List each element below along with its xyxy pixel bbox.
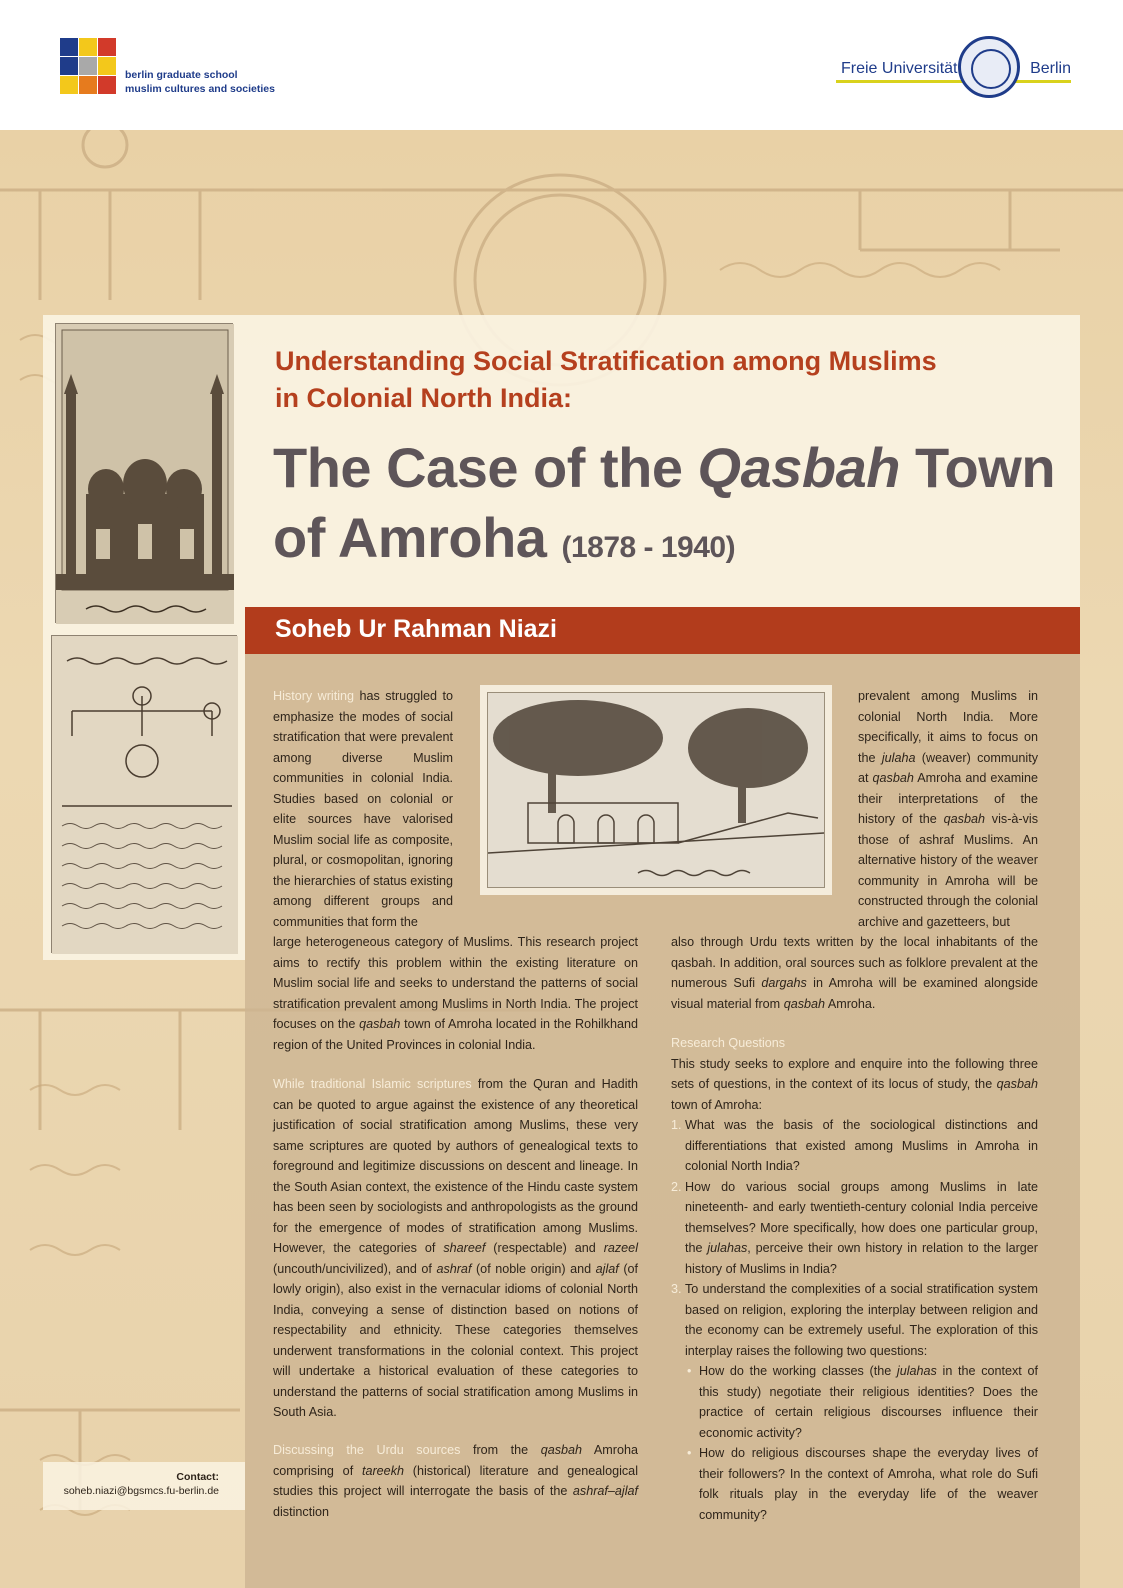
julaha-paragraph-top: prevalent among Muslims in colonial North India. More specifically, it aims to focus on the julaha (weaver) community at qasbah Amroha and examine their interpretations of the history of the qasbah vis-à-vis those of ashraf Muslims. An alternative history of the weaver community in Amroha will be constructed through the colonial archive and gazetteers, but <box>858 689 1038 929</box>
title-panel <box>245 315 1080 607</box>
question-3-bullet-2: • How do religious discourses shape the everyday lives of their followers? In the context of Amroha, what role do Sufi folk rituals play in the everyday life of the weaver community? <box>685 1443 1038 1525</box>
bgs-line-1: berlin graduate school <box>125 69 238 81</box>
research-questions-section <box>671 1033 1038 1525</box>
title-line-2: of Amroha (1878 - 1940) <box>273 506 736 569</box>
lead-islamic-scriptures: While traditional Islamic scriptures <box>273 1077 472 1091</box>
title-line-1: The Case of the Qasbah Town <box>273 436 1056 499</box>
intro-paragraph-bottom: large heterogeneous category of Muslims. This research project aims to rectify this problem within the existing literature on Muslim social life and seeks to understand the patterns of social stratification prevalent among Muslims in North India. The project focuses on the qasbah town of Amroha located in the Rohilkhand region of the United Provinces in colonial India. <box>273 935 638 1052</box>
intro-paragraph-top: History writing has struggled to emphasize the modes of social stratification that were prevalent among diverse Muslim communities in colonial India. Studies based on colonial or elite sources have valorised Muslim social life as composite, plural, or cosmopolitan, ignoring the hierarchies of status existing among different groups and communities that form the <box>273 689 453 929</box>
research-questions-heading: Research Questions <box>671 1036 786 1050</box>
bgs-line-2: muslim cultures and societies <box>125 83 275 95</box>
research-questions-list <box>671 1115 1038 1525</box>
fu-logo-left-text: Freie Universität <box>841 60 958 77</box>
subtitle-line-1: Understanding Social Stratification among Muslims <box>275 346 937 376</box>
scriptures-paragraph: While traditional Islamic scriptures from the Quran and Hadith can be quoted to argue against the existence of any theoretical justification of social stratification among Muslims, these very same scriptures are quoted by authors of genealogical texts to foreground and legitimize discussions on descent and lineage. In the South Asian context, the existence of the Hindu caste system has been seen by sociologists and anthropologists as the ground for the emergence of modes of stratification among Muslims. However, the categories of shareef (respectable) and razeel (uncouth/uncivilized), and of ashraf (of noble origin) and ajlaf (of lowly origin), also exist in the vernacular idioms of colonial North India, conveying a sense of distinction based on notions of respectability and ethnicity. These categories themselves underwent transformations in the colonial context. This project will undertake a historical evaluation of these categories to understand the patterns of social stratification among Muslims in South Asia. <box>273 1077 639 1419</box>
fu-berlin-logo <box>836 36 1071 98</box>
dargah-image-frame <box>480 685 832 895</box>
julaha-paragraph-bottom: also through Urdu texts written by the local inhabitants of the qasbah. In addition, oral sources such as folklore prevalent at the numerous Sufi dargahs in Amroha will be examined alongside visual material from qasbah Amroha. <box>671 935 1038 1011</box>
mosque-photo <box>55 323 233 623</box>
left-image-column <box>43 315 245 960</box>
fu-logo-right-text: Berlin <box>1030 60 1071 77</box>
title-dates: (1878 - 1940) <box>561 531 736 564</box>
genealogy-tree-illustration <box>52 636 238 954</box>
contact-email: soheb.niazi@bgsmcs.fu-berlin.de <box>63 1485 219 1497</box>
poster-subtitle <box>275 343 1055 417</box>
bgs-logo-icon <box>60 38 116 94</box>
genealogy-document-photo <box>51 635 237 953</box>
contact-box <box>43 1462 245 1510</box>
poster-header <box>0 0 1123 130</box>
urdu-sources-paragraph: Discussing the Urdu sources from the qasbah Amroha comprising of tareekh (historical) literature and genealogical studies this project will interrogate the basis of the ashraf–ajlaf distinction <box>273 1443 638 1519</box>
question-3: 3. To understand the complexities of a social stratification system based on religion, exploring the interplay between religion and the economy can be extremely useful. The exploration of this interplay raises the following two questions: • How do the working classes (the julahas in the context of this study) negotiate their religious identities? Does the practice of certain religious discourses influence their economic activity? • How do religious discourses shape the everyday lives of their followers? In the context of Amroha, what role do Sufi folk rituals play in the everyday life of the weaver community? <box>671 1279 1038 1525</box>
mosque-illustration <box>56 324 234 624</box>
contact-info <box>64 1470 219 1498</box>
lead-history-writing: History writing <box>273 689 355 703</box>
subtitle-line-2: in Colonial North India: <box>275 383 572 413</box>
contact-label: Contact: <box>176 1471 219 1483</box>
research-questions-intro: This study seeks to explore and enquire into the following three sets of questions, in the context of its locus of study, the qasbah town of Amroha: <box>671 1056 1038 1112</box>
dargah-illustration <box>487 692 825 888</box>
dargah-sketch <box>488 693 824 887</box>
fu-underline <box>836 80 1071 83</box>
author-name: Soheb Ur Rahman Niazi <box>275 615 557 643</box>
author-bar <box>245 607 1080 654</box>
fu-seal-icon <box>958 36 1020 98</box>
question-3-sublist <box>685 1361 1038 1525</box>
question-3-bullet-1: • How do the working classes (the julahas in the context of this study) negotiate their religious identities? Does the practice of certain religious discourses influence their economic activity? <box>685 1361 1038 1443</box>
question-2: 2. How do various social groups among Muslims in late nineteenth- and early twentieth-century colonial India perceive themselves? More specifically, how does one particular group, the julahas, perceive their own history in relation to the larger history of Muslims in India? <box>671 1179 1038 1276</box>
lead-urdu-sources: Discussing the Urdu sources <box>273 1443 461 1457</box>
question-1: 1. What was the basis of the sociological distinctions and differentiations that existed among Muslims in Amroha in colonial North India? <box>671 1118 1038 1173</box>
poster-title <box>273 433 1063 583</box>
bgs-logo-text <box>125 68 275 96</box>
